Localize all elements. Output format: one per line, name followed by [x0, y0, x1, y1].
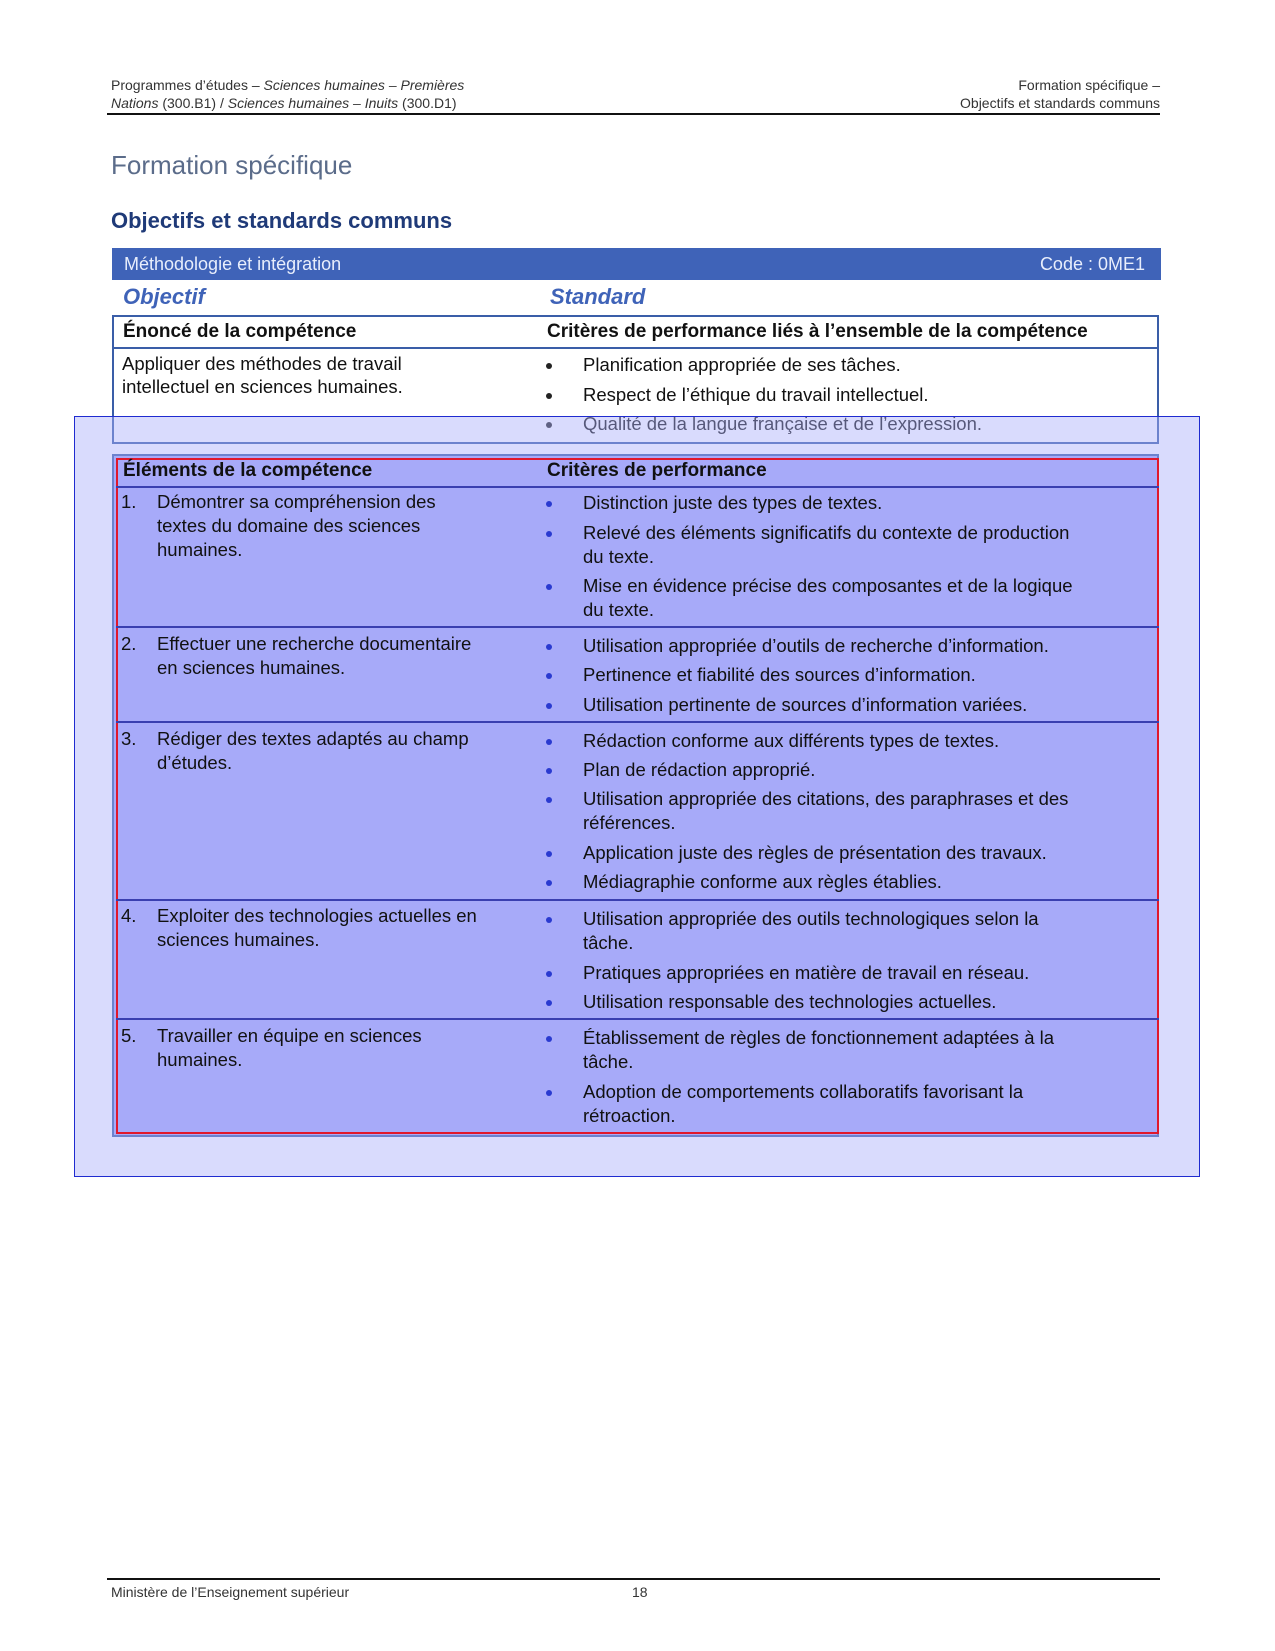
element-text-line: humaines.	[157, 1049, 243, 1070]
element-number: 3.	[121, 728, 137, 749]
criterion-line: tâche.	[583, 1051, 634, 1072]
competence-box-divider	[112, 347, 1159, 349]
bullet-icon	[546, 971, 552, 977]
competence-criterion-3: Qualité de la langue française et de l’expression.	[583, 413, 983, 434]
element-number: 4.	[121, 905, 137, 926]
criterion-line: Adoption de comportements collaboratifs favorisant la	[583, 1081, 1024, 1102]
header-left-line2-b: (300.B1) /	[158, 95, 228, 111]
criterion-line: Relevé des éléments significatifs du contexte de production	[583, 522, 1070, 543]
footer-page-number: 18	[632, 1584, 648, 1600]
criterion-line: Utilisation responsable des technologies actuelles.	[583, 991, 997, 1012]
header-left-line2	[111, 95, 457, 111]
element-text-line: Effectuer une recherche documentaire	[157, 633, 472, 654]
header-left-line1-a: Programmes d’études –	[111, 77, 264, 93]
competence-statement-line2: intellectuel en sciences humaines.	[122, 376, 403, 397]
bullet-icon	[546, 584, 552, 590]
criterion-line: références.	[583, 812, 676, 833]
objectif-label: Objectif	[123, 284, 205, 309]
header-left-line1	[111, 77, 464, 93]
row-divider	[116, 721, 1159, 723]
elements-head-left: Éléments de la compétence	[123, 460, 373, 481]
section-bar-code: Code : 0ME1	[1039, 254, 1145, 274]
criterion-line: Établissement de règles de fonctionnement adaptées à la	[583, 1027, 1055, 1048]
criterion-line: Pratiques appropriées en matière de travail en réseau.	[583, 962, 1030, 983]
competence-head-left: Énoncé de la compétence	[123, 321, 357, 342]
row-divider	[116, 899, 1159, 901]
criterion-line: Utilisation appropriée d’outils de recherche d’information.	[583, 635, 1049, 656]
criterion-line: Pertinence et fiabilité des sources d’information.	[583, 664, 976, 685]
element-text-line: humaines.	[157, 539, 243, 560]
criterion-line: Mise en évidence précise des composantes et de la logique	[583, 575, 1073, 596]
element-text-line: Rédiger des textes adaptés au champ	[157, 728, 469, 749]
element-number: 2.	[121, 633, 137, 654]
row-divider	[116, 486, 1159, 488]
bullet-icon	[546, 501, 552, 507]
bullet-icon	[546, 363, 552, 369]
header-left-line2-c: Sciences humaines – Inuits	[227, 95, 399, 111]
bullet-icon	[546, 644, 552, 650]
criterion-line: tâche.	[583, 932, 634, 953]
elements-head-right: Critères de performance	[547, 460, 767, 481]
criterion-line: Plan de rédaction approprié.	[583, 759, 816, 780]
bullet-icon	[546, 739, 552, 745]
criterion-line: rétroaction.	[583, 1105, 676, 1126]
header-right-line2: Objectifs et standards communs	[960, 95, 1160, 111]
bullet-icon	[546, 1000, 552, 1006]
criterion-line: Application juste des règles de présentation des travaux.	[583, 842, 1047, 863]
criterion-line: Utilisation pertinente de sources d’information variées.	[583, 694, 1028, 715]
criterion-line: Médiagraphie conforme aux règles établies.	[583, 871, 942, 892]
bullet-icon	[546, 797, 552, 803]
header-left-line2-a: Nations	[111, 95, 159, 111]
element-text-line: Exploiter des technologies actuelles en	[157, 905, 477, 926]
element-text-line: Travailler en équipe en sciences	[157, 1025, 422, 1046]
header-left-line1-b: Sciences humaines – Premières	[263, 77, 465, 93]
competence-statement-line1: Appliquer des méthodes de travail	[122, 353, 402, 374]
bullet-icon	[546, 393, 552, 399]
row-divider	[116, 626, 1159, 628]
criterion-line: Utilisation appropriée des citations, des paraphrases et des	[583, 788, 1069, 809]
element-text-line: Démontrer sa compréhension des	[157, 491, 436, 512]
element-number: 5.	[121, 1025, 137, 1046]
bullet-icon	[546, 880, 552, 886]
bullet-icon	[546, 1090, 552, 1096]
competence-criterion-2: Respect de l’éthique du travail intellectuel.	[583, 384, 929, 405]
element-number: 1.	[121, 491, 137, 512]
footer-rule	[107, 1578, 1160, 1580]
bullet-icon	[546, 673, 552, 679]
bullet-icon	[546, 851, 552, 857]
element-text-line: d’études.	[157, 752, 233, 773]
criterion-line: du texte.	[583, 599, 654, 620]
bullet-icon	[546, 703, 552, 709]
header-left-line2-d: (300.D1)	[398, 95, 457, 111]
section-bar	[112, 248, 1161, 280]
criterion-line: Distinction juste des types de textes.	[583, 492, 883, 513]
bullet-icon	[546, 768, 552, 774]
footer-ministry: Ministère de l’Enseignement supérieur	[111, 1584, 350, 1600]
bullet-icon	[546, 1036, 552, 1042]
standard-label: Standard	[550, 284, 646, 309]
bullet-icon	[546, 917, 552, 923]
section-bar-title: Méthodologie et intégration	[124, 254, 342, 274]
criterion-line: Rédaction conforme aux différents types de textes.	[583, 730, 1000, 751]
element-text-line: textes du domaine des sciences	[157, 515, 421, 536]
bullet-icon	[546, 531, 552, 537]
page-subtitle: Objectifs et standards communs	[111, 208, 453, 233]
criterion-line: du texte.	[583, 546, 654, 567]
header-right-line1: Formation spécifique –	[1018, 77, 1160, 93]
element-text-line: en sciences humaines.	[157, 657, 346, 678]
row-divider	[116, 1018, 1159, 1020]
competence-criterion-1: Planification appropriée de ses tâches.	[583, 354, 901, 375]
competence-head-right: Critères de performance liés à l’ensemble de la compétence	[547, 321, 1088, 342]
page-title: Formation spécifique	[111, 150, 353, 180]
criterion-line: Utilisation appropriée des outils technologiques selon la	[583, 908, 1039, 929]
header-rule	[107, 113, 1160, 115]
element-text-line: sciences humaines.	[157, 929, 320, 950]
